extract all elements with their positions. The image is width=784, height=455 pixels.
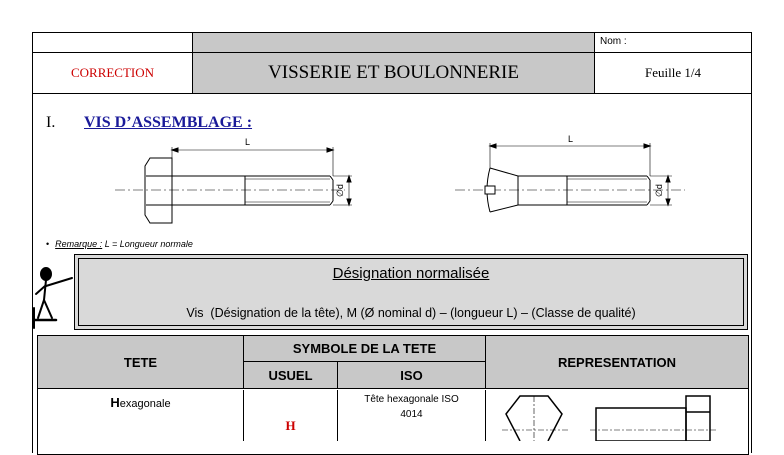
th-symbole xyxy=(244,336,486,362)
td-usuel-symbol: H xyxy=(285,418,296,433)
hex-head-screw-drawing xyxy=(115,147,352,223)
td-tete-initial: H xyxy=(110,395,120,410)
td-iso-line1: Tête hexagonale ISO xyxy=(364,394,459,405)
pointing-figure-icon xyxy=(30,264,76,330)
remark-label: Remarque : xyxy=(55,239,103,249)
remark-line xyxy=(46,239,193,249)
section-number: I. xyxy=(46,114,56,131)
designation-formula: Vis (Désignation de la tête), M (Ø nominal d) – (longueur L) – (Classe de qualité) xyxy=(186,306,636,320)
th-tete-label: TETE xyxy=(123,354,158,370)
screw1-diameter-label: ∅d xyxy=(335,184,345,197)
remark-bullet: • xyxy=(46,239,50,249)
td-usuel xyxy=(244,390,338,441)
nom-label: Nom : xyxy=(600,36,627,47)
th-iso xyxy=(338,362,486,388)
screw1-length-label: L xyxy=(245,137,251,147)
section-title: VIS D’ASSEMBLAGE : xyxy=(84,114,253,131)
td-tete xyxy=(38,390,244,441)
th-iso-label: ISO xyxy=(400,367,423,383)
page-title: VISSERIE ET BOULONNERIE xyxy=(268,62,519,83)
designation-title: Désignation normalisée xyxy=(332,265,490,282)
th-representation-label: REPRESENTATION xyxy=(558,354,676,370)
td-iso-line2: 4014 xyxy=(400,409,423,420)
screw2-diameter-label: ∅d xyxy=(654,184,664,197)
screw2-length-label: L xyxy=(568,134,574,144)
td-iso xyxy=(338,390,486,441)
td-tete-rest: exagonale xyxy=(119,398,171,410)
td-representation-drawing xyxy=(486,390,748,441)
th-representation xyxy=(486,336,748,388)
sheet-number: Feuille 1/4 xyxy=(645,65,701,80)
remark-text: L = Longueur normale xyxy=(102,239,193,249)
th-usuel-label: USUEL xyxy=(268,367,313,383)
th-usuel xyxy=(244,362,338,388)
table-row xyxy=(38,390,748,441)
table-header-divider xyxy=(38,388,748,389)
correction-label: CORRECTION xyxy=(70,65,155,80)
th-tete xyxy=(38,336,244,388)
countersunk-screw-drawing xyxy=(455,143,685,212)
th-symbole-label: SYMBOLE DE LA TETE xyxy=(292,341,437,356)
